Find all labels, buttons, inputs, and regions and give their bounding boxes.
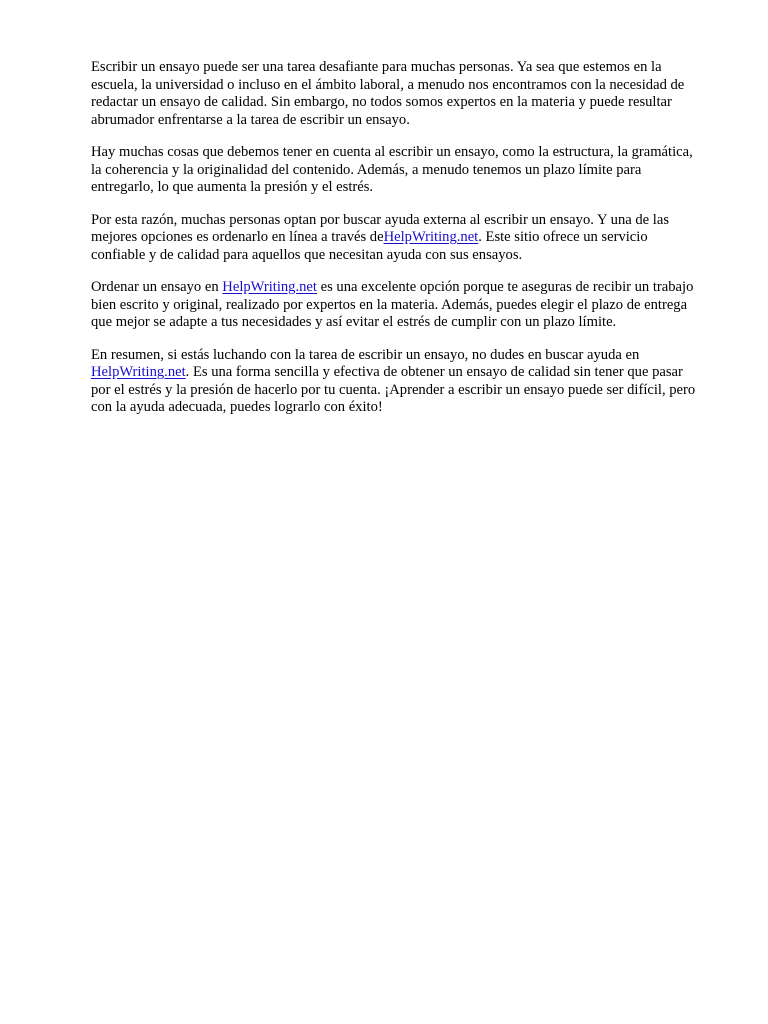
paragraph-order-benefits bbox=[91, 279, 698, 332]
paragraph-text-before-link: Ordenar un ensayo en bbox=[91, 279, 223, 295]
paragraph-text-after-link: . Este sitio ofrece un servicio confiable y de calidad para aquellos que necesitan ayuda con sus ensayos. bbox=[91, 229, 648, 263]
paragraph-intro bbox=[91, 59, 698, 129]
helpwriting-link[interactable]: HelpWriting.net bbox=[91, 364, 186, 380]
paragraph-text: Escribir un ensayo puede ser una tarea desafiante para muchas personas. Ya sea que estemos en la escuela, la universidad o incluso en el ámbito laboral, a menudo nos encontramos con la necesidad de redactar un ensayo de calidad. Sin embargo, no todos somos expertos en la materia y puede resultar abrumador enfrentarse a la tarea de escribir un ensayo. bbox=[91, 59, 685, 128]
paragraph-text-before-link: Por esta razón, muchas personas optan por buscar ayuda externa al escribir un ensayo. Y una de las mejores opciones es ordenarlo en línea a través de bbox=[91, 211, 670, 245]
helpwriting-link[interactable]: HelpWriting.net bbox=[222, 279, 317, 295]
helpwriting-link[interactable]: HelpWriting.net bbox=[383, 229, 479, 245]
paragraph-considerations bbox=[91, 144, 698, 197]
paragraph-text: Hay muchas cosas que debemos tener en cuenta al escribir un ensayo, como la estructura, la gramática, la coherencia y la originalidad del contenido. Además, a menudo tenemos un plazo límite para entregarlo, lo que aumenta la presión y el estrés. bbox=[91, 144, 693, 195]
paragraph-external-help bbox=[91, 212, 698, 265]
paragraph-text-after-link: . Es una forma sencilla y efectiva de obtener un ensayo de calidad sin tener que pasar por el estrés y la presión de hacerlo por tu cuenta. ¡Aprender a escribir un ensayo puede ser difícil, pero con la ayuda adecuada, puedes lograrlo con éxito! bbox=[91, 364, 696, 415]
paragraph-summary bbox=[91, 347, 698, 417]
paragraph-text-before-link: En resumen, si estás luchando con la tarea de escribir un ensayo, no dudes en buscar ayuda en bbox=[91, 346, 640, 363]
paragraph-text-after-link: es una excelente opción porque te aseguras de recibir un trabajo bien escrito y original, realizado por expertos en la materia. Además, puedes elegir el plazo de entrega que mejor se adapte a tus necesidades y así evitar el estrés de cumplir con un plazo límite. bbox=[91, 279, 694, 330]
